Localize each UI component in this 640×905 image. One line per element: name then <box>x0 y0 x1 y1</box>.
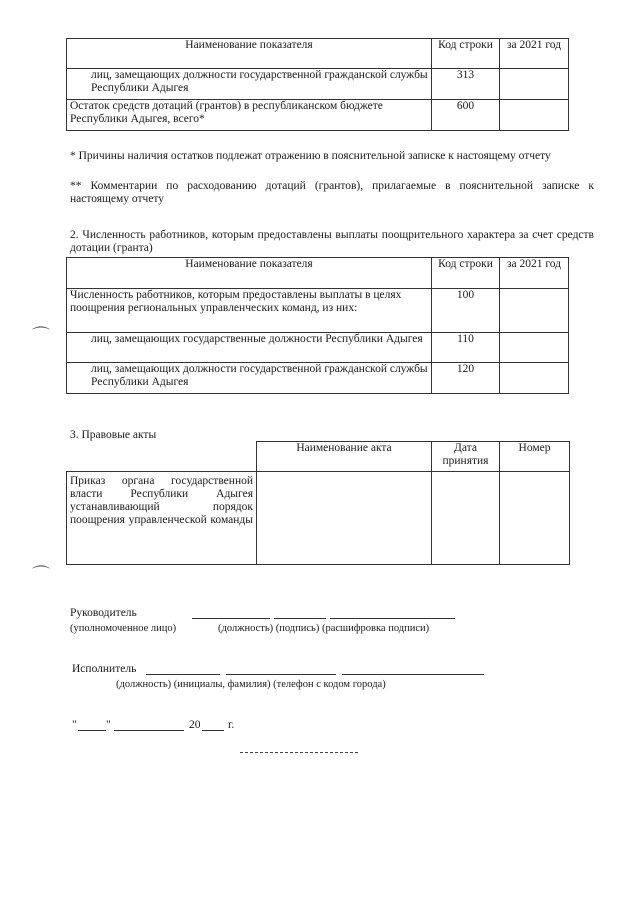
row-name: лиц, замещающих должности государственной гражданской службы Республики Адыгея <box>67 69 432 100</box>
row-code: 110 <box>432 333 500 363</box>
date-close-quote: " <box>106 719 111 731</box>
row-value <box>500 69 569 100</box>
head-sublabel: (уполномоченное лицо) <box>70 623 177 634</box>
cell-date <box>432 472 500 565</box>
cell-act-name <box>257 472 432 565</box>
row-label: Приказ органа государственной власти Республики Адыгея устанавливающий порядок поощрения управленческой команды <box>67 472 257 565</box>
table-row <box>67 333 569 363</box>
row-name: Остаток средств дотаций (грантов) в республиканском бюджете Республики Адыгея, всего* <box>67 100 432 131</box>
note-remainders: * Причины наличия остатков подлежат отражению в пояснительной записке к настоящему отчету <box>70 150 551 162</box>
table-2-header-row <box>67 258 569 289</box>
date-year-line <box>202 730 224 731</box>
row-value <box>500 100 569 131</box>
table-row <box>67 289 569 333</box>
header-name: Наименование показателя <box>67 258 432 289</box>
row-code: 120 <box>432 363 500 394</box>
row-code: 600 <box>432 100 500 131</box>
row-value <box>500 363 569 394</box>
header-year: за 2021 год <box>500 258 569 289</box>
date-day-line <box>78 730 106 731</box>
table-row <box>67 472 570 565</box>
head-label: Руководитель <box>70 607 137 619</box>
header-code: Код строки <box>432 258 500 289</box>
header-number: Номер <box>500 442 570 472</box>
head-signature-line <box>274 618 326 619</box>
row-value <box>500 289 569 333</box>
row-code: 100 <box>432 289 500 333</box>
exec-phone-line <box>342 674 484 675</box>
head-position-line <box>192 618 270 619</box>
cell-number <box>500 472 570 565</box>
head-name-line <box>330 618 455 619</box>
header-name: Наименование показателя <box>67 39 432 69</box>
table-1 <box>66 38 569 131</box>
exec-position-line <box>146 674 220 675</box>
scan-artifact-icon: ⌒ <box>32 326 50 346</box>
date-month-line <box>114 730 184 731</box>
exec-label: Исполнитель <box>72 663 137 675</box>
end-separator <box>240 752 358 753</box>
row-name: лиц, замещающих государственные должности Республики Адыгея <box>67 333 432 363</box>
section-3-title: 3. Правовые акты <box>70 429 157 441</box>
head-fields: (должность) (подпись) (расшифровка подписи) <box>218 623 430 634</box>
header-year: за 2021 год <box>500 39 569 69</box>
table-1-header-row <box>67 39 569 69</box>
table-row <box>67 363 569 394</box>
row-value <box>500 333 569 363</box>
date-year-prefix: 20 <box>189 719 201 731</box>
table-3-header-row <box>67 442 570 472</box>
row-code: 313 <box>432 69 500 100</box>
section-2-title: 2. Численность работников, которым предоставлены выплаты поощрительного характера за счет средств дотации (гранта) <box>70 229 594 254</box>
date-open-quote: " <box>72 719 77 731</box>
exec-name-line <box>226 674 336 675</box>
table-3 <box>66 441 570 565</box>
header-code: Код строки <box>432 39 500 69</box>
table-2 <box>66 257 569 394</box>
row-name: лиц, замещающих должности государственной гражданской службы Республики Адыгея <box>67 363 432 394</box>
table-row <box>67 100 569 131</box>
header-act-name: Наименование акта <box>257 442 432 472</box>
date-suffix: г. <box>228 719 235 731</box>
header-empty <box>67 442 257 472</box>
exec-fields: (должность) (инициалы, фамилия) (телефон с кодом города) <box>116 679 386 690</box>
table-row <box>67 69 569 100</box>
scan-artifact-icon: ⌒ <box>32 565 50 585</box>
note-comments: ** Комментарии по расходованию дотаций (грантов), прилагаемые в пояснительной записке к настоящему отчету <box>70 180 594 205</box>
row-name: Численность работников, которым предоставлены выплаты в целях поощрения региональных управленческих команд, из них: <box>67 289 432 333</box>
header-date: Дата принятия <box>432 442 500 472</box>
